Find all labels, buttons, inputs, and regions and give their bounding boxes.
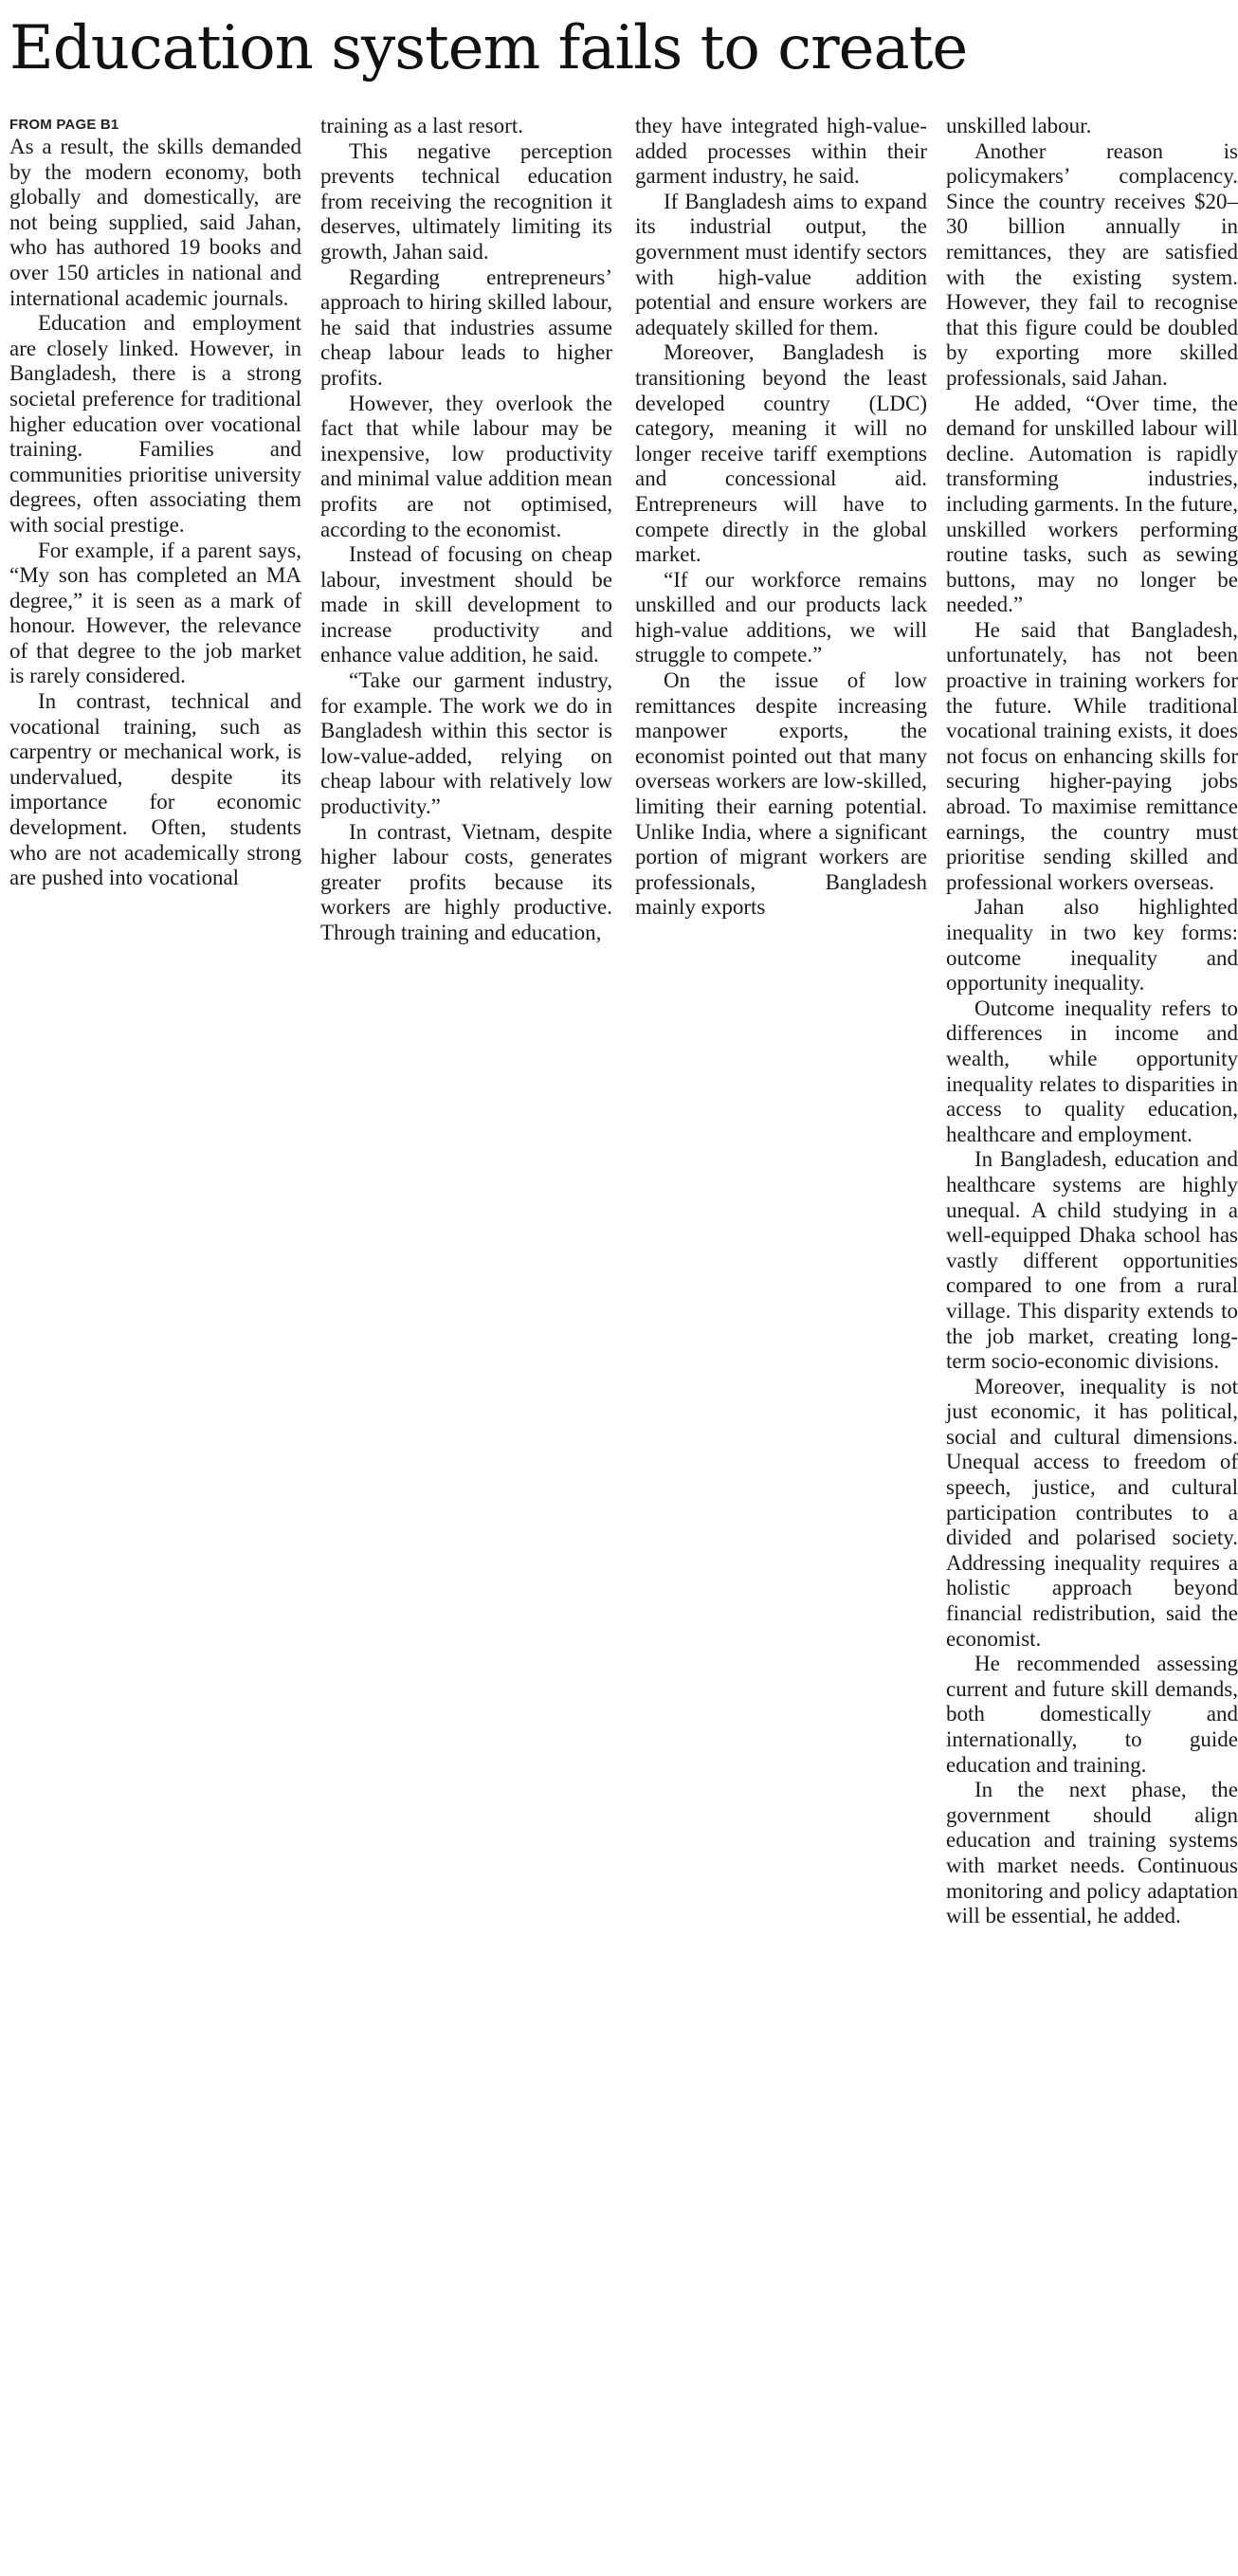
article-paragraph: If Bangladesh aims to expand its industrial output, the government must identify sectors with high-value addition potential and ensure workers are adequately skilled for them. (635, 189, 927, 339)
article-paragraph: In the next phase, the government should align education and training systems with market needs. Continuous monitoring and policy adaptation will be essential, he added. (946, 1778, 1238, 1928)
jump-label: FROM PAGE B1 (9, 117, 119, 133)
article-paragraph: He said that Bangladesh, unfortunately, has not been proactive in training workers for the future. While traditional vocational training exists, it does not focus on enhancing skills for securing higher-paying jobs abroad. To maximise remittance earnings, the country must prioritise sending skilled and professional workers overseas. (946, 617, 1238, 894)
article-paragraph: Moreover, inequality is not just economic, it has political, social and cultural dimensions. Unequal access to freedom of speech, justice, and cultural participation contributes to a divided and polarised society. Addressing inequality requires a holistic approach beyond financial redistribution, said the economist. (946, 1374, 1238, 1651)
article-paragraph: Instead of focusing on cheap labour, investment should be made in skill development to increase productivity and enhance value addition, he said. (320, 542, 612, 667)
article-paragraph: training as a last resort. (320, 114, 523, 137)
article-paragraph: As a result, the skills demanded by the modern economy, both globally and domestically, are not being supplied, said Jahan, who has authored 19 books and over 150 articles in national and international academic journals. (9, 135, 301, 310)
article-paragraph: they have integrated high-value-added processes within their garment industry, he said. (635, 114, 927, 189)
article-paragraph: In Bangladesh, education and healthcare systems are highly unequal. A child studying in a well-equipped Dhaka school has vastly different opportunities compared to one from a rural village. This disparity extends to the job market, creating long-term socio-economic divisions. (946, 1147, 1238, 1374)
article-column-3 (635, 114, 927, 921)
article-column-2 (320, 114, 612, 946)
article-column-1 (9, 114, 301, 891)
article-paragraph: “Take our garment industry, for example. The work we do in Bangladesh within this sector is low-value-added, relying on cheap labour with relatively low productivity.” (320, 668, 612, 819)
article-paragraph: Regarding entrepreneurs’ approach to hiring skilled labour, he said that industries assume cheap labour leads to higher profits. (320, 265, 612, 390)
article-column-4 (946, 114, 1238, 1929)
article-paragraph: Another reason is policymakers’ complacency. Since the country receives $20–30 billion annually in remittances, they are satisfied with the existing system. However, they fail to recognise that this figure could be doubled by exporting more skilled professionals, said Jahan. (946, 138, 1238, 390)
article-paragraph: unskilled labour. (946, 114, 1092, 137)
article-paragraph: Jahan also highlighted inequality in two key forms: outcome inequality and opportunity inequality. (946, 895, 1238, 996)
headline: Education system fails to create (9, 13, 968, 83)
article-paragraph: However, they overlook the fact that while labour may be inexpensive, low productivity and minimal value addition mean profits are not optimised, according to the economist. (320, 391, 612, 541)
article-paragraph: He recommended assessing current and future skill demands, both domestically and internationally, to guide education and training. (946, 1652, 1238, 1777)
article-paragraph: In contrast, Vietnam, despite higher labour costs, generates greater profits because its workers are highly productive. Through training and education, (320, 819, 612, 944)
article-paragraph: Moreover, Bangladesh is transitioning beyond the least developed country (LDC) category, meaning it will no longer receive tariff exemptions and concessional aid. Entrepreneurs will have to compete directly in the global market. (635, 340, 927, 567)
article-paragraph: “If our workforce remains unskilled and our products lack high-value additions, we will struggle to compete.” (635, 567, 927, 667)
article-paragraph: This negative perception prevents technical education from receiving the recognition it deserves, ultimately limiting its growth, Jahan said. (320, 138, 612, 264)
article-paragraph: For example, if a parent says, “My son has completed an MA degree,” it is seen as a mark of honour. However, the relevance of that degree to the job market is rarely considered. (9, 538, 301, 688)
article-paragraph: Outcome inequality refers to differences in income and wealth, while opportunity inequality relates to disparities in access to quality education, healthcare and employment. (946, 996, 1238, 1146)
article-paragraph: He added, “Over time, the demand for unskilled labour will decline. Automation is rapidly transforming industries, including garments. In the future, unskilled workers performing routine tasks, such as sewing buttons, may no longer be needed.” (946, 391, 1238, 617)
article-paragraph: Education and employment are closely linked. However, in Bangladesh, there is a strong societal preference for traditional higher education over vocational training. Families and communities prioritise university degrees, often associating them with social prestige. (9, 311, 301, 537)
article-paragraph: On the issue of low remittances despite increasing manpower exports, the economist pointed out that many overseas workers are low-skilled, limiting their earning potential. Unlike India, where a significant portion of migrant workers are professionals, Bangladesh mainly exports (635, 668, 927, 920)
article-paragraph: In contrast, technical and vocational training, such as carpentry or mechanical work, is undervalued, despite its importance for economic development. Often, students who are not academically strong are pushed into vocational (9, 689, 301, 890)
